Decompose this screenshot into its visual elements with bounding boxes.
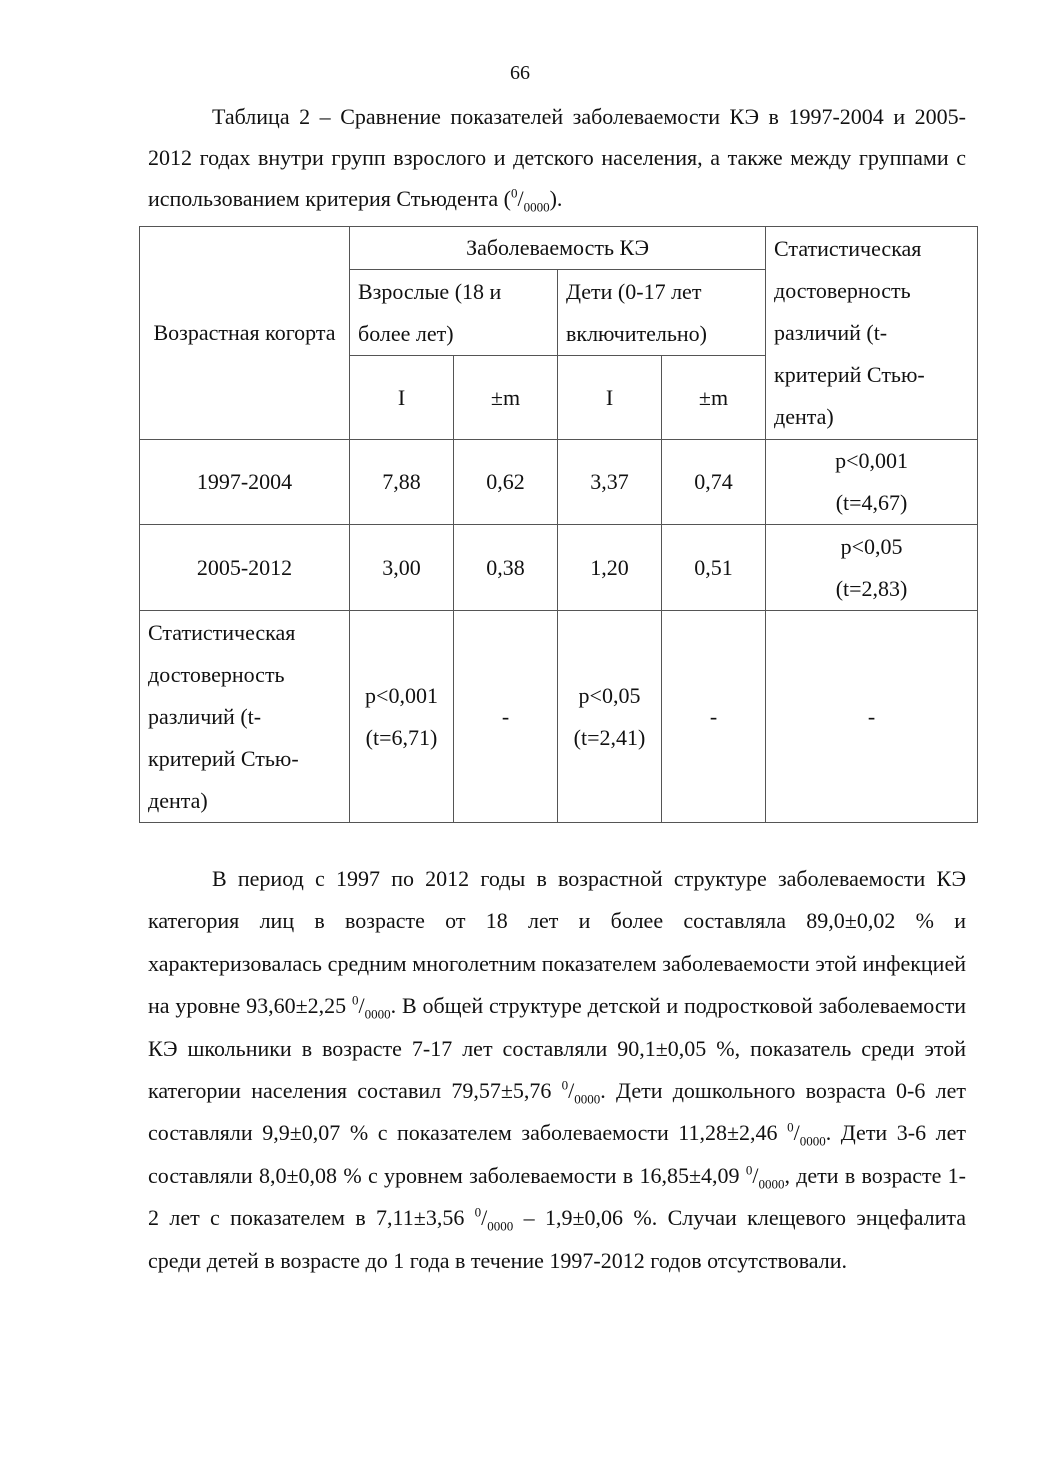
stat-child-t: (t=2,41)	[573, 724, 646, 750]
stat-row-child	[558, 611, 662, 823]
stat-child-p: p<0,05	[578, 682, 641, 708]
stat-row-stat: -	[766, 611, 978, 823]
unit-slash: /	[517, 186, 524, 211]
incidence-table	[139, 226, 978, 823]
paragraph-text: – 1,9±0,06 %. Случаи клещевого энцефалита среди детей в возрасте до 1 года в течение 1997-2012 годов отсутствовали.	[148, 1205, 967, 1273]
caption-tail: ).	[549, 186, 563, 211]
table-row	[140, 440, 978, 525]
header-cohort: Возрастная когорта	[140, 227, 350, 440]
caption-text: Таблица 2 – Сравнение показателей заболеваемости КЭ в 1997-2004 и 2005-2012 годах внутри групп взрослого и детского населения, а также между группами с использованием критерия Стьюдента (	[148, 104, 966, 211]
header-stat: Статистическая достоверность различий (t-критерий Стью-дента)	[766, 227, 978, 440]
unit-sub: 0000	[523, 199, 550, 215]
paragraph-text: . В общей структуре детской и подростковой заболеваемости КЭ школьники в возрасте 7-17 лет составляли 90,1±0,05 %, показатель среди этой категории населения составил 79,57±5,76	[148, 993, 967, 1104]
unit-sub: 0000	[574, 1091, 601, 1107]
row-t-value: (t=4,67)	[835, 490, 908, 515]
stat-row-child-m: -	[662, 611, 766, 823]
header-adults: Взрослые (18 и более лет)	[350, 270, 558, 356]
table-caption	[148, 96, 966, 219]
unit-sup: 0	[474, 1204, 482, 1220]
stat-adult-t: (t=6,71)	[365, 724, 438, 750]
unit-sup: 0	[510, 185, 518, 201]
unit-sup: 0	[561, 1077, 569, 1093]
row-period: 2005-2012	[140, 525, 350, 611]
paragraph-text: . Дети дошкольного возраста 0-6 лет составляли 9,9±0,07 % с показателем заболеваемости 11,28±2,46	[148, 1078, 966, 1146]
row-child-m: 0,74	[662, 440, 766, 525]
unit-sub: 0000	[799, 1133, 826, 1149]
row-adult-m: 0,38	[454, 525, 558, 611]
subheader-adult-m: ±m	[454, 356, 558, 440]
page-number: 66	[510, 62, 530, 84]
row-period: 1997-2004	[140, 440, 350, 525]
unit-slash: /	[481, 1205, 488, 1231]
row-adult-i: 3,00	[350, 525, 454, 611]
row-child-i: 1,20	[558, 525, 662, 611]
stat-row-adult	[350, 611, 454, 823]
paragraph-text: . Дети 3-6 лет составляли 8,0±0,08 % с уровнем заболеваемости в 16,85±4,09	[148, 1120, 966, 1188]
unit-slash: /	[358, 993, 365, 1019]
unit-sub: 0000	[364, 1006, 391, 1022]
table-row	[140, 525, 978, 611]
row-p-value: p<0,05	[840, 533, 903, 559]
stat-adult-p: p<0,001	[365, 682, 438, 708]
stat-row-adult-m: -	[454, 611, 558, 823]
unit-sup: 0	[352, 992, 359, 1008]
unit-sub: 0000	[487, 1218, 514, 1234]
paragraph-text: В период с 1997 по 2012 годы в возрастной структуре заболеваемости КЭ категория лиц в возрасте от 18 лет и более составляла 89,0±0,02 % и характеризовалась средним многолетним показателем заболеваемости этой инфекцией на уровне 93,60±2,25	[148, 866, 966, 1019]
subheader-adult-i: I	[350, 356, 454, 440]
row-t-value: (t=2,83)	[835, 575, 908, 601]
unit-slash: /	[752, 1162, 759, 1188]
unit-sub: 0000	[758, 1176, 785, 1192]
body-paragraph	[148, 858, 966, 1282]
header-incidence: Заболеваемость КЭ	[350, 227, 766, 270]
unit-slash: /	[568, 1078, 575, 1104]
header-children: Дети (0-17 лет включительно)	[558, 270, 766, 356]
row-significance	[766, 440, 978, 525]
row-adult-i: 7,88	[350, 440, 454, 525]
stat-row-label: Статистическая достоверность различий (t-критерий Стью-дента)	[140, 611, 350, 823]
paragraph-text: , дети в возрасте 1-2 лет с показателем в 7,11±3,56	[148, 1162, 966, 1231]
row-child-m: 0,51	[662, 525, 766, 611]
stat-row	[140, 611, 978, 823]
unit-sup: 0	[745, 1162, 753, 1178]
subheader-child-m: ±m	[662, 356, 766, 440]
unit-sup: 0	[787, 1120, 794, 1136]
row-child-i: 3,37	[558, 440, 662, 525]
row-p-value: p<0,001	[835, 448, 908, 473]
row-adult-m: 0,62	[454, 440, 558, 525]
row-significance	[766, 525, 978, 611]
subheader-child-i: I	[558, 356, 662, 440]
unit-slash: /	[793, 1120, 800, 1146]
